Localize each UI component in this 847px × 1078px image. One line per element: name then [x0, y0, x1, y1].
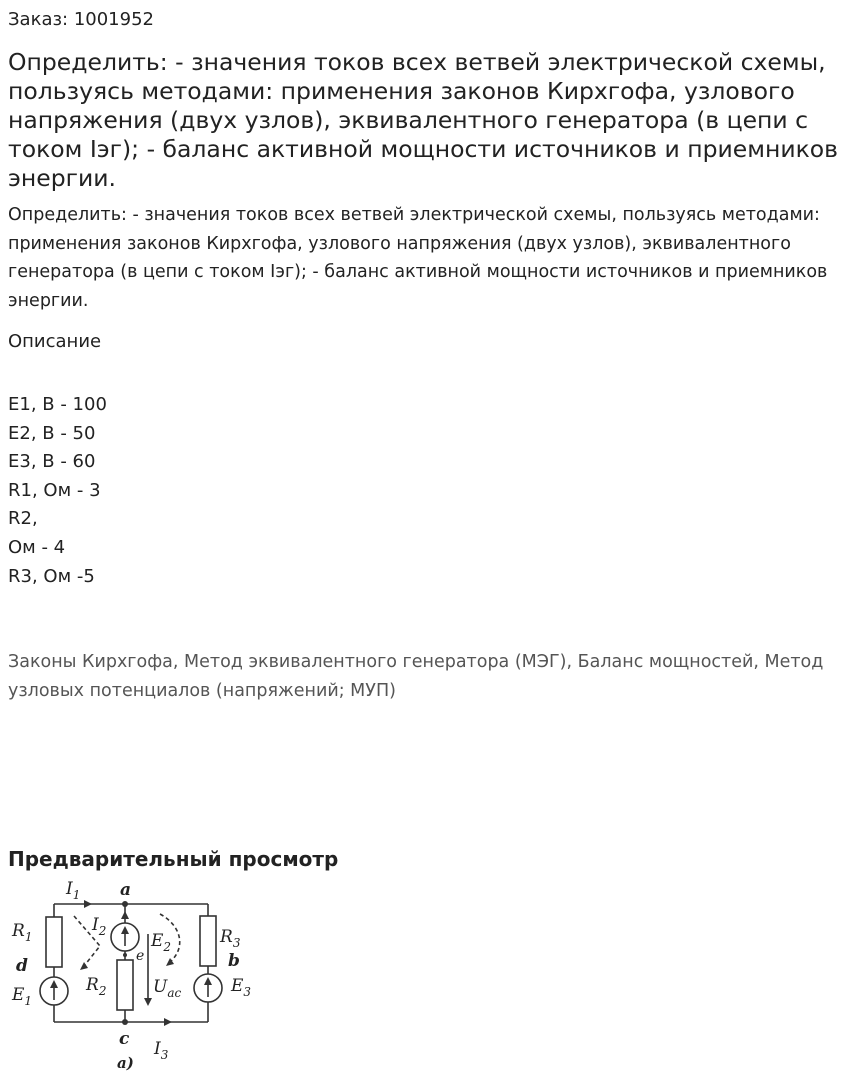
circuit-schematic [8, 876, 258, 1076]
label-r3: $R_3$ [220, 927, 241, 950]
label-node-d: d [16, 956, 28, 976]
label-e3: $E_3$ [231, 976, 252, 999]
e2-arrowhead [121, 926, 129, 934]
node-a-dot [122, 901, 128, 907]
label-i1: $I_1$ [66, 879, 81, 902]
figure-caption: а) [117, 1054, 134, 1072]
label-e1: $E_1$ [12, 985, 33, 1008]
node-c-dot [122, 1019, 128, 1025]
label-r1: $R_1$ [12, 921, 33, 944]
i1-arrowhead [84, 900, 92, 908]
e1-arrowhead [50, 980, 58, 988]
resistor-r3 [200, 916, 216, 966]
label-i3: $I_3$ [154, 1039, 169, 1062]
label-node-c: c [119, 1029, 130, 1049]
loop-arrowhead-left [80, 962, 88, 970]
parameter-list [8, 391, 107, 591]
resistor-r1 [46, 917, 62, 967]
param-item: E3, В - 60 [8, 451, 96, 473]
param-item: R3, Ом -5 [8, 565, 95, 587]
page-title: Определить: - значения токов всех ветвей электрической схемы, пользуясь методами: применения законов Кирхгофа, узлового напряжения (двух узлов), эквивалентного генератора (в цепи с током Iэг); - баланс активной мощности источников и приемников энергии. [8, 48, 839, 192]
param-item: R2, [8, 508, 38, 530]
param-item: E1, В - 100 [8, 394, 107, 415]
param-item: E2, В - 50 [8, 422, 96, 444]
label-uac: $U_{ac}$ [153, 977, 182, 1000]
resistor-r2 [117, 960, 133, 1010]
label-node-e: e [136, 948, 145, 964]
param-item: Ом - 4 [8, 536, 66, 558]
description-label: Описание [8, 331, 102, 352]
i2-arrowhead [121, 911, 129, 919]
e3-arrowhead [204, 977, 212, 985]
loop-arrowhead-right [166, 958, 174, 966]
label-i2: $I_2$ [92, 915, 107, 938]
uac-arrowhead [144, 998, 152, 1006]
method-tags: Законы Кирхгофа, Метод эквивалентного генератора (МЭГ), Баланс мощностей, Метод узловых потенциалов (напряжений; МУП) [8, 652, 824, 701]
label-node-b: b [228, 951, 240, 971]
label-r2: $R_2$ [86, 975, 107, 998]
label-node-a: a [120, 880, 132, 900]
preview-heading: Предварительный просмотр [8, 847, 339, 871]
node-e-dot [123, 953, 127, 957]
param-item: R1, Ом - 3 [8, 479, 101, 501]
task-intro: Определить: - значения токов всех ветвей электрической схемы, пользуясь методами: применения законов Кирхгофа, узлового напряжения (двух узлов), эквивалентного генератора (в цепи с током Iэг); - баланс активной мощности источников и приемников энергии. [8, 205, 828, 311]
i3-arrowhead [164, 1018, 172, 1026]
order-number: Заказ: 1001952 [8, 9, 154, 30]
label-e2: $E_2$ [151, 931, 172, 954]
